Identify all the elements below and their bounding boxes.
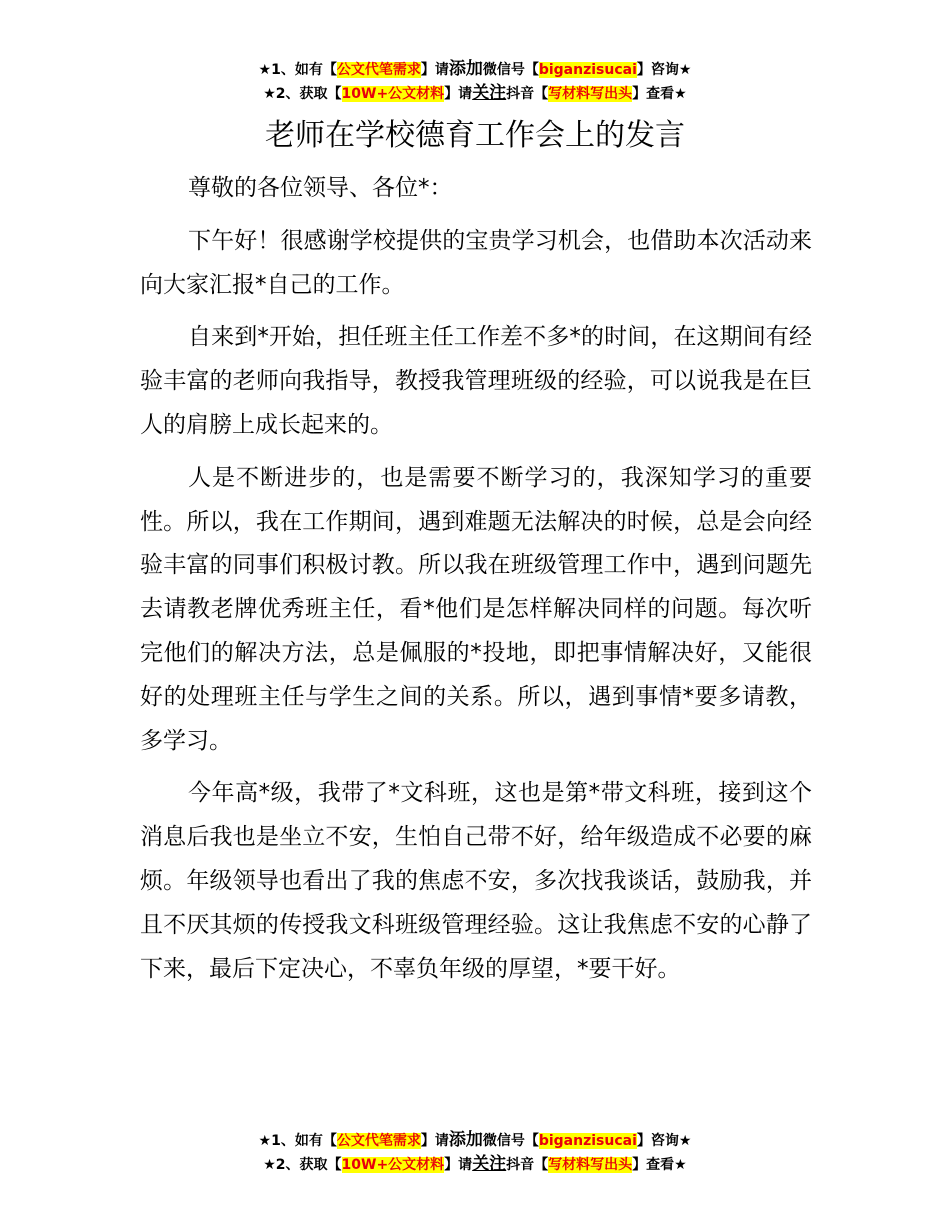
salutation-paragraph: 尊敬的各位领导、各位*： xyxy=(188,175,453,201)
banner-highlight-douyin: 写材料写出头 xyxy=(548,1157,633,1173)
banner-highlight-materials: 10W+公文材料 xyxy=(341,86,445,102)
banner-highlight-wechat-id: biganzisucai xyxy=(538,62,637,78)
header-banner xyxy=(0,58,950,106)
document-body xyxy=(140,167,812,1000)
banner-highlight-service: 公文代笔需求 xyxy=(336,62,421,78)
banner-line-1: ★1、如有【公文代笔需求】请添加微信号【biganzisucai】咨询★ xyxy=(258,1130,692,1150)
banner-line-2: ★2、获取【10W+公文材料】请关注抖音【写材料写出头】查看★ xyxy=(263,1154,687,1174)
document-title: 老师在学校德育工作会上的发言 xyxy=(265,118,685,153)
banner-line-2: ★2、获取【10W+公文材料】请关注抖音【写材料写出头】查看★ xyxy=(263,83,687,103)
banner-highlight-wechat-id: biganzisucai xyxy=(538,1133,637,1149)
banner-highlight-materials: 10W+公文材料 xyxy=(341,1157,445,1173)
body-paragraph: 下午好！很感谢学校提供的宝贵学习机会，也借助本次活动来向大家汇报*自己的工作。 xyxy=(140,227,812,298)
banner-highlight-service: 公文代笔需求 xyxy=(336,1133,421,1149)
body-paragraph: 人是不断进步的，也是需要不断学习的，我深知学习的重要性。所以，我在工作期间，遇到难题无法解决的时候，总是会向经验丰富的同事们积极讨教。所以我在班级管理工作中，遇到问题先去请教老牌优秀班主任，看*他们是怎样解决同样的问题。每次听完他们的解决方法，总是佩服的*投地，即把事情解决好，又能很好的处理班主任与学生之间的关系。所以，遇到事情*要多请教，多学习。 xyxy=(140,464,812,754)
banner-line-1: ★1、如有【公文代笔需求】请添加微信号【biganzisucai】咨询★ xyxy=(258,59,692,79)
banner-highlight-douyin: 写材料写出头 xyxy=(548,86,633,102)
body-paragraph: 今年高*级，我带了*文科班，这也是第*带文科班，接到这个消息后我也是坐立不安，生怕自己带不好，给年级造成不必要的麻烦。年级领导也看出了我的焦虑不安，多次找我谈话，鼓励我，并且不厌其烦的传授我文科班级管理经验。这让我焦虑不安的心静了下来，最后下定决心，不辜负年级的厚望，*要干好。 xyxy=(140,780,812,982)
body-paragraph: 自来到*开始，担任班主任工作差不多*的时间，在这期间有经验丰富的老师向我指导，教授我管理班级的经验，可以说我是在巨人的肩膀上成长起来的。 xyxy=(140,324,812,438)
footer-banner xyxy=(0,1129,950,1177)
